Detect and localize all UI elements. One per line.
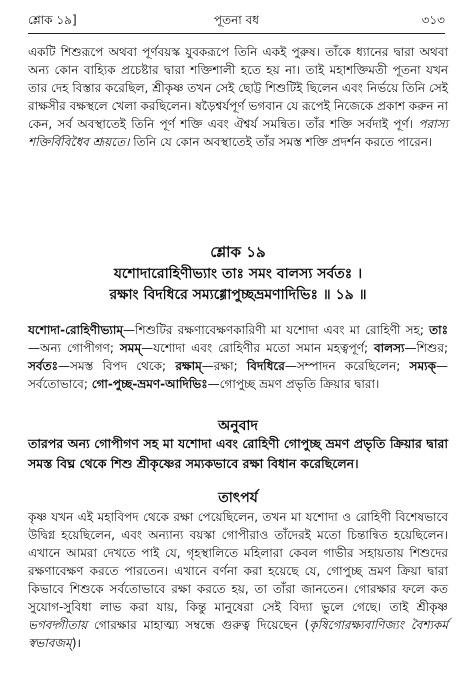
synonym-term: সমম্ bbox=[119, 341, 142, 355]
intro-italic-quote: পরাস্য শক্তির্বিবিধৈব শ্রূয়তে। bbox=[28, 117, 448, 149]
purport-text-2: গোরক্ষার মাহাত্ম্য সম্বন্ধে গুরুত্ব দিয়েছেন ( bbox=[87, 618, 310, 632]
header-divider bbox=[28, 33, 445, 34]
purport-text-1: কৃষ্ণ যখন এই মহাবিপদ থেকে রক্ষা পেয়েছিলেন, তখন মা যশোদা ও রোহিণী বিশেষভাবে উদ্বিগ্ন হয়েছিলেন, এবং অন্যান্য বয়স্কা গোপীরাও তাঁদেরই মতো চিন্তান্বিত হয়েছিলেন। এখানে আমরা দেখতে পাই যে, গৃহস্থালিতে মহিলারা কেবল গাভীর সহায়তায় শিশুদের রক্ষণাবেক্ষণ করতে পারতেন। এখানে বর্ণনা করা হয়েছে যে, গোপুচ্ছ ভ্রমণ ক্রিয়া দ্বারা কিভাবে শিশুকে সর্বতোভাবে রক্ষা করতে হয়, তা তাঁরা জানতেন। গোরক্ষার ফলে কত সুযোগ-সুবিধা লাভ করা যায়, কিন্তু মানুষেরা সেই বিদ্যা ভুলে গেছে। তাই শ্রীকৃষ্ণ bbox=[28, 510, 448, 614]
synonym-meaning: —যশোদা এবং রোহিণীর মতো সমান মহত্বপূর্ণ; bbox=[141, 341, 374, 355]
synonym-term: সম্যক্ bbox=[409, 359, 436, 373]
synonym-meaning: —সর্বতোভাবে; bbox=[28, 359, 448, 391]
synonym-meaning: —রক্ষা; bbox=[201, 359, 247, 373]
synonym-term: বিদধিরে bbox=[246, 359, 285, 373]
synonym-term: তাঃ bbox=[429, 323, 448, 337]
translation-text: তারপর অন্য গোপীগণ সহ মা যশোদা এবং রোহিণী গোপুচ্ছ ভ্রমণ প্রভৃতি ক্রিয়ার দ্বারা সমস্ত বিঘ্ন থেকে শিশু শ্রীকৃষ্ণের সম্যকভাবে রক্ষা বিধান করেছিলেন। bbox=[28, 436, 448, 471]
synonym-term: রক্ষাম্ bbox=[175, 359, 202, 373]
purport-italic-2: কৃষিগোরক্ষ্যবাণিজ্যং বৈশ্যকর্ম স্বভাবজম্ bbox=[28, 618, 448, 650]
synonym-meaning: —সমস্ত বিপদ থেকে; bbox=[58, 359, 176, 373]
synonym-meaning: —গোপুচ্ছ ভ্রমণ প্রভৃতি ক্রিয়ার দ্বারা। bbox=[207, 377, 380, 391]
page-number: ৩১৩ bbox=[421, 13, 445, 27]
page-header bbox=[28, 12, 445, 32]
translation-heading: অনুবাদ bbox=[218, 418, 258, 434]
verse-reference: শ্লোক ১৯] bbox=[28, 13, 77, 27]
synonym-meaning: —সম্পাদন করেছিলেন; bbox=[284, 359, 410, 373]
purport-italic-1: ভগবদ্গীতায় bbox=[28, 618, 88, 632]
intro-text-1: একটি শিশুরূপে অথবা পূর্ণবয়স্ক যুবকরূপে তিনি একই পুরুষ। তাঁকে ধ্যানের দ্বারা অথবা অন্য কোন বাহ্যিক প্রচেষ্টার দ্বারা শক্তিশালী হতে হয় না। তাই মহাশক্তিমতী পূতনা যখন তার দেহ বিস্তার করেছিল, শ্রীকৃষ্ণ তখন সেই ছোট্ট শিশুটিই ছিলেন এবং নির্ভয়ে তিনি সেই রাক্ষসীর বক্ষস্থলে খেলা করছিলেন। ষড়ৈশ্বর্যপূর্ণ ভগবান যে রূপেই নিজেকে প্রকাশ করুন না কেন, সর্ব অবস্থাতেই তিনি পূর্ণ শক্তি এবং ঐশ্বর্য সমন্বিত। তাঁর শক্তি সর্বদাই পূর্ণ। bbox=[28, 45, 448, 131]
chapter-title: পূতনা বধ bbox=[213, 13, 259, 27]
synonyms-paragraph bbox=[28, 321, 448, 393]
synonym-term: সর্বতঃ bbox=[28, 359, 59, 373]
synonym-meaning: —শিশুটির রক্ষণাবেক্ষণকারিণী মা যশোদা এবং মা রোহিণী সহ; bbox=[123, 323, 430, 337]
intro-paragraph bbox=[28, 43, 448, 151]
intro-text-2: তিনি যে কোন অবস্থাতেই তাঁর সমস্ত শক্তি প্রদর্শন করতে পারেন। bbox=[129, 135, 433, 149]
verse-line-2: রক্ষাং বিদধিরে সম্যগ্গোপুচ্ছভ্রমণাদিভিঃ ॥ ১৯ ॥ bbox=[109, 287, 367, 303]
synonym-meaning: —অন্য গোপীগণ; bbox=[28, 341, 120, 355]
purport-text-3: )। bbox=[71, 636, 82, 650]
purport-paragraph bbox=[28, 508, 448, 652]
purport-heading: তাৎপর্য bbox=[218, 490, 258, 506]
verse-title: শ্লোক ১৯ bbox=[210, 243, 266, 261]
synonym-term: গো-পুচ্ছ-ভ্রমণ-আদিভিঃ bbox=[91, 377, 208, 391]
synonym-term: বালস্য bbox=[373, 341, 405, 355]
synonym-term: যশোদা-রোহিণীভ্যাম্ bbox=[28, 323, 124, 337]
synonym-meaning: —শিশুর; bbox=[404, 341, 448, 355]
verse-line-1: যশোদারোহিণীভ্যাং তাঃ সমং বালস্য সর্বতঃ । bbox=[113, 266, 363, 282]
